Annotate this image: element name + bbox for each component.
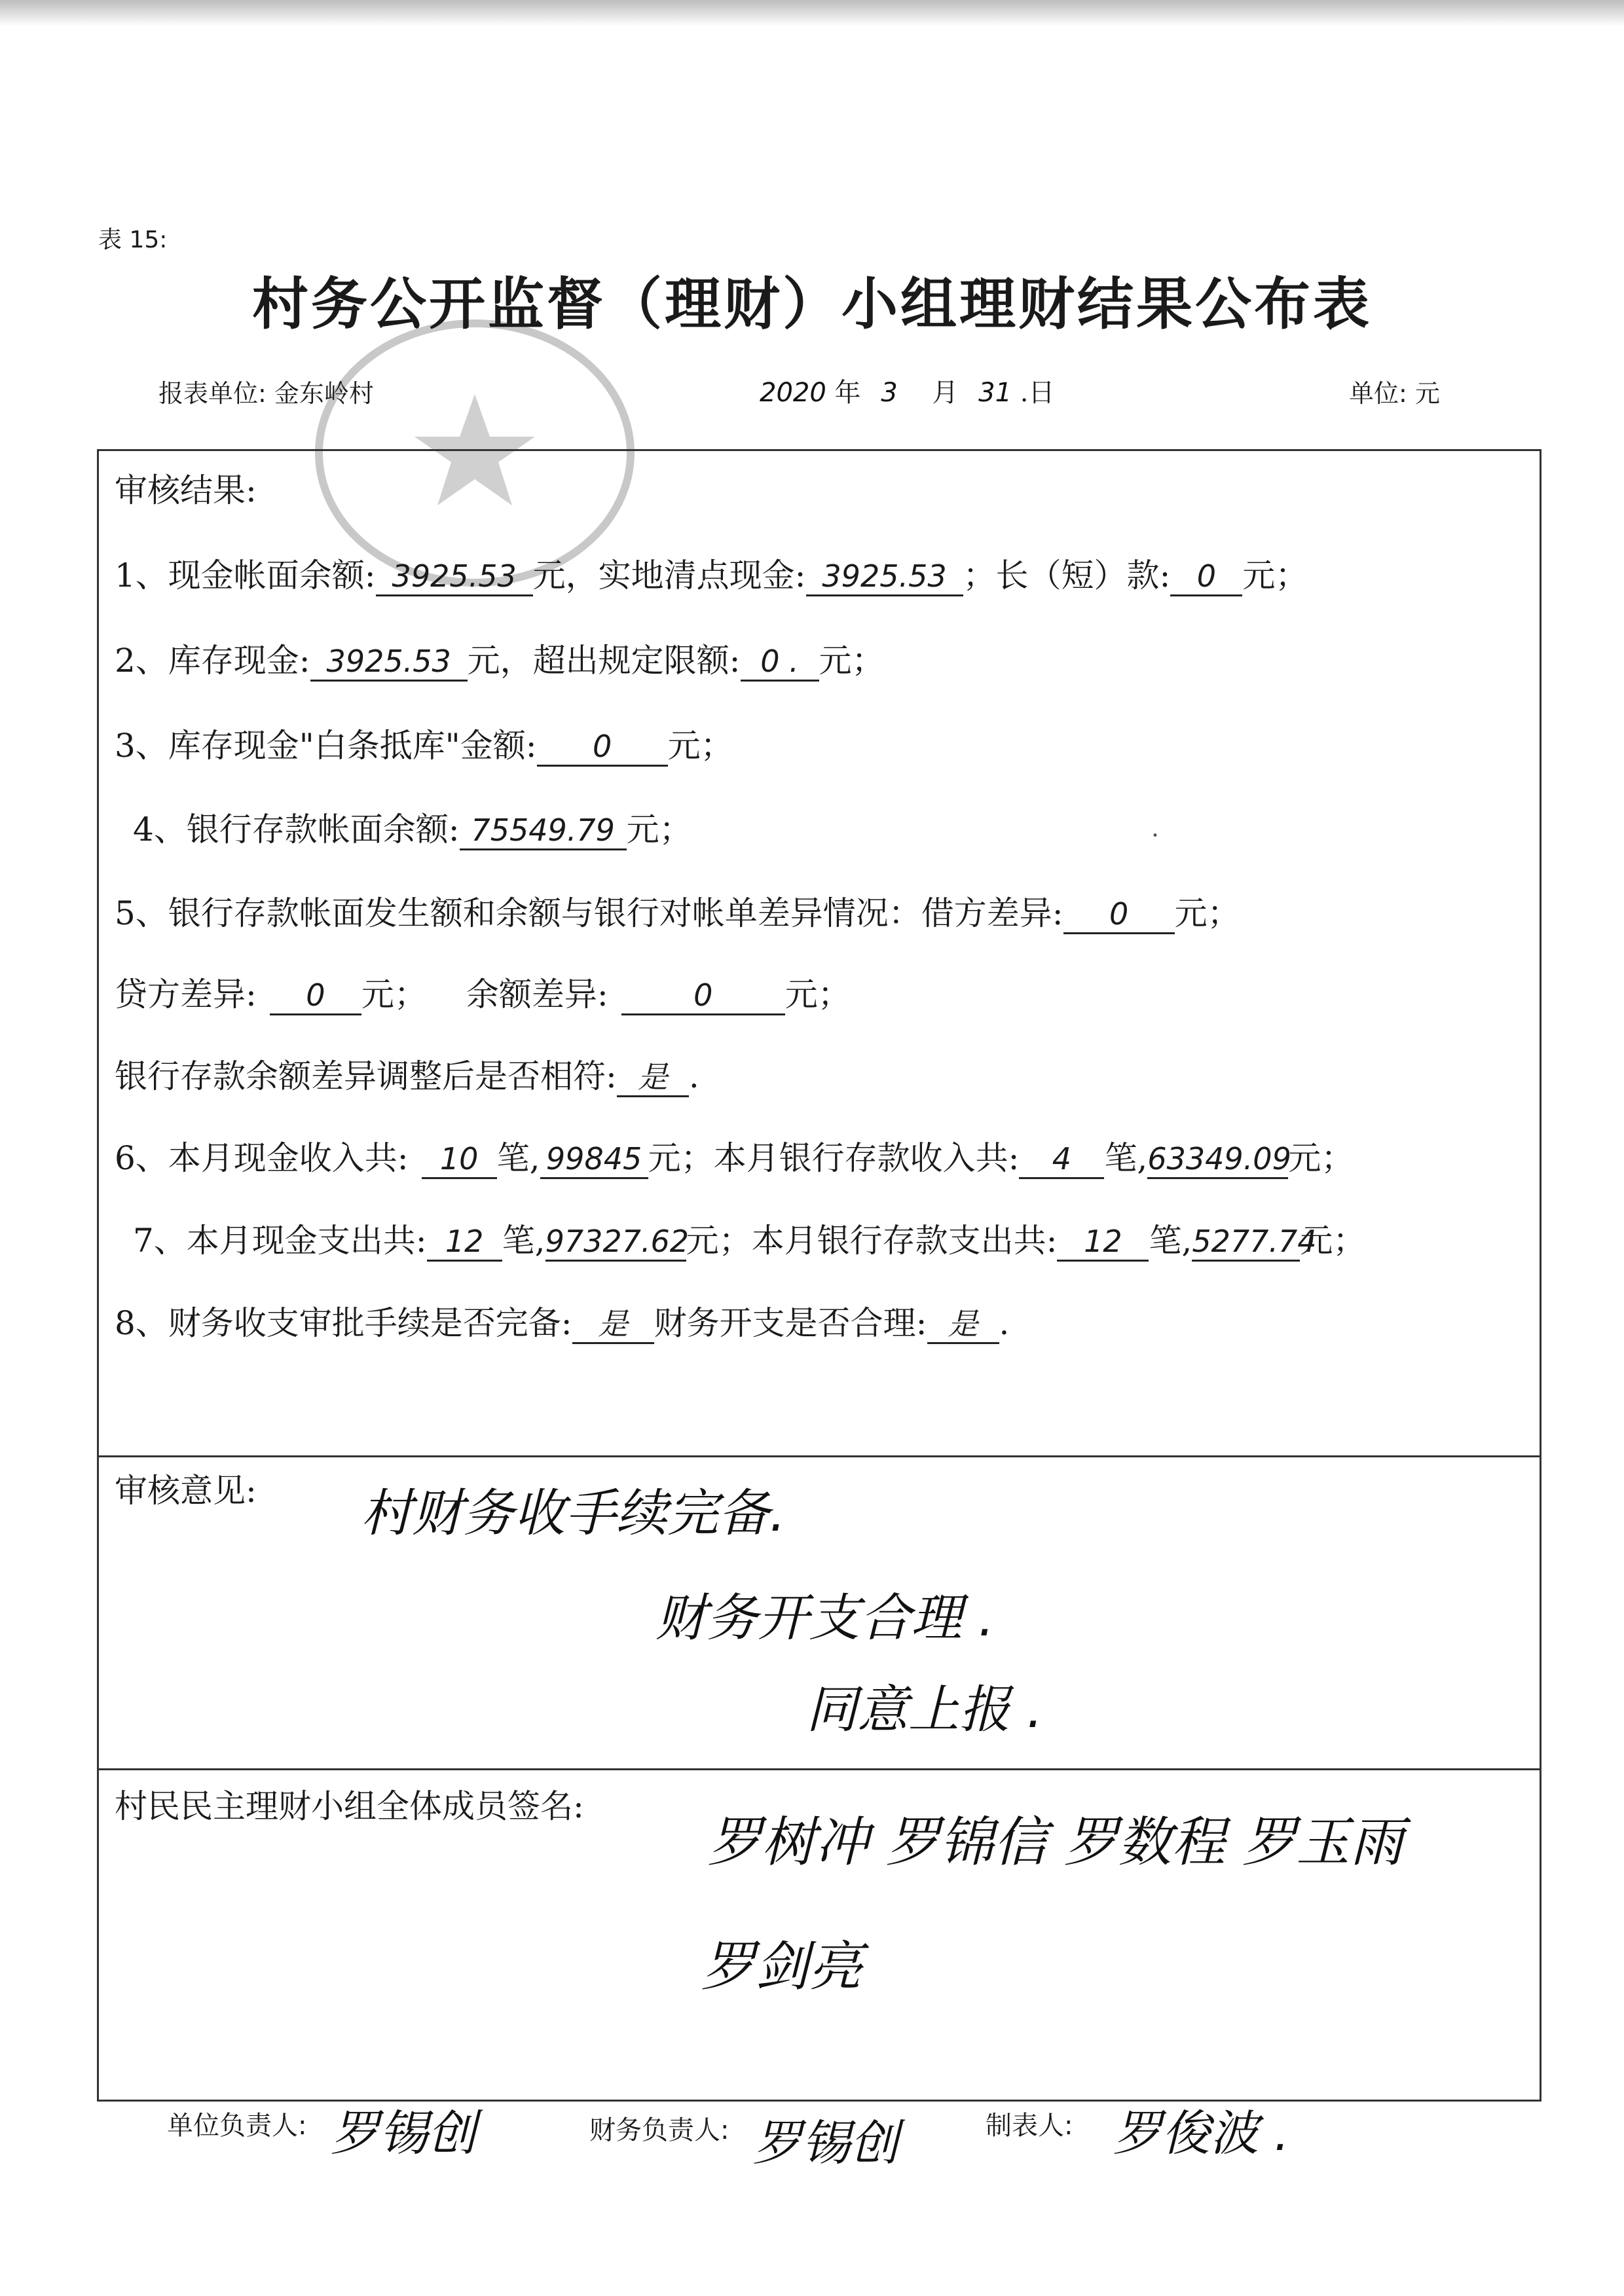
debit-diff-value: 0 xyxy=(1063,896,1175,934)
item7-mid2: 元；本月银行存款支出共: xyxy=(686,1222,1058,1260)
cash-out-amount: 97327.62 xyxy=(545,1223,686,1262)
item2-label: 2、库存现金: xyxy=(115,642,310,680)
form-table xyxy=(97,449,1541,2102)
item5-label: 5、银行存款帐面发生额和余额与银行对帐单差异情况：借方差异: xyxy=(115,894,1063,932)
date-day: 31 xyxy=(978,378,1012,408)
unit-of-measure xyxy=(1349,373,1440,409)
item1-label: 1、现金帐面余额: xyxy=(115,556,376,594)
unit-head-signature: 罗锡创 xyxy=(331,2105,476,2162)
item6-mid3: 笔, xyxy=(1104,1139,1148,1177)
item1-unit2: 元； xyxy=(1242,556,1308,594)
bank-match-label: 银行存款余额差异调整后是否相符: xyxy=(115,1057,617,1095)
item8-end: . xyxy=(999,1304,1010,1342)
date-month-label: 月 xyxy=(932,378,959,408)
item5c-end: . xyxy=(688,1057,699,1095)
unit-label: 单位: xyxy=(1349,379,1407,408)
counted-cash-value: 3925.53 xyxy=(806,558,963,596)
approval-complete-value: 是 xyxy=(572,1305,654,1344)
audit-item-2 xyxy=(115,641,885,682)
balance-diff-value: 0 xyxy=(621,977,785,1015)
audit-section-label: 审核结果: xyxy=(115,471,257,509)
item7-mid3: 笔, xyxy=(1149,1222,1192,1260)
item1-unit1: 元，实地清点现金: xyxy=(532,556,806,594)
over-short-value: 0 xyxy=(1170,558,1242,596)
audit-item-5 xyxy=(115,894,1240,934)
signatures-section-label: 村民民主理财小组全体成员签名: xyxy=(115,1787,584,1825)
credit-diff-value: 0 xyxy=(270,977,361,1015)
item7-label: 7、本月现金支出共: xyxy=(133,1222,427,1260)
item4-label: 4、银行存款帐面余额: xyxy=(133,811,460,848)
item3-unit: 元； xyxy=(667,727,733,765)
page-title: 村务公开监督（理财）小组理财结果公布表 xyxy=(252,271,1372,337)
item8-label: 8、财务收支审批手续是否完备: xyxy=(115,1304,572,1342)
bank-in-count: 4 xyxy=(1019,1140,1104,1179)
stray-pen-mark: · xyxy=(1151,821,1160,850)
opinion-line-2: 财务开支合理 . xyxy=(655,1589,995,1648)
expenses-reasonable-value: 是 xyxy=(927,1305,999,1344)
iou-amount-value: 0 xyxy=(537,728,668,767)
bank-out-count: 12 xyxy=(1057,1223,1149,1262)
date-year-label: 年 xyxy=(834,378,861,408)
opinion-line-3: 同意上报 . xyxy=(806,1681,1043,1740)
unit-head-label: 单位负责人: xyxy=(167,2111,307,2141)
cash-on-hand-value: 3925.53 xyxy=(310,643,468,682)
audit-item-4 xyxy=(133,810,692,850)
item5b-unit2: 元； xyxy=(784,975,851,1013)
date-day-label: .日 xyxy=(1020,378,1055,408)
divider-audit-opinion xyxy=(99,1455,1540,1457)
opinion-section-label: 审核意见: xyxy=(115,1472,257,1510)
opinion-line-1: 村财务收手续完备. xyxy=(361,1484,786,1543)
item5-unit: 元； xyxy=(1174,894,1240,932)
member-signatures-row-2: 罗剑亮 xyxy=(701,1936,862,1998)
cash-in-count: 10 xyxy=(422,1140,497,1179)
report-date xyxy=(760,372,1054,409)
report-unit-value: 金东岭村 xyxy=(274,379,374,408)
cash-in-amount: 99845 xyxy=(540,1140,648,1179)
item3-label: 3、库存现金"白条抵库"金额: xyxy=(115,727,537,765)
item7-mid1: 笔, xyxy=(502,1222,545,1260)
bank-match-value: 是 xyxy=(617,1059,689,1097)
cash-out-count: 12 xyxy=(427,1223,502,1262)
audit-item-6 xyxy=(115,1139,1354,1179)
bank-in-amount: 63349.09 xyxy=(1147,1140,1288,1179)
divider-opinion-signatures xyxy=(99,1768,1540,1770)
item1-mid: ；长（短）款: xyxy=(963,556,1171,594)
audit-item-8 xyxy=(115,1303,1009,1344)
finance-head-label: 财务负责人: xyxy=(589,2115,729,2145)
balance-diff-label: 余额差异: xyxy=(466,975,608,1013)
date-month: 3 xyxy=(881,378,898,408)
finance-head-signature: 罗锡创 xyxy=(753,2115,898,2172)
bank-out-amount: 5277.74 xyxy=(1192,1223,1300,1262)
preparer-signature: 罗俊波 . xyxy=(1113,2105,1290,2162)
audit-item-3 xyxy=(115,726,733,767)
report-unit-label: 报表单位: xyxy=(158,379,267,408)
item2-unit1: 元，超出规定限额: xyxy=(467,642,741,680)
audit-item-7 xyxy=(133,1221,1365,1262)
table-number: 表 15: xyxy=(98,227,168,253)
audit-item-5c xyxy=(115,1057,699,1097)
credit-diff-label: 贷方差异: xyxy=(115,975,257,1013)
item4-unit: 元； xyxy=(626,811,692,848)
item5b-unit1: 元； xyxy=(361,975,427,1013)
audit-item-1 xyxy=(115,556,1308,596)
excess-value: 0 . xyxy=(741,643,819,682)
bank-balance-value: 75549.79 xyxy=(460,812,627,850)
book-cash-value: 3925.53 xyxy=(376,558,533,596)
unit-value: 元 xyxy=(1414,379,1440,408)
report-unit xyxy=(158,373,374,409)
item8-mid: 财务开支是否合理: xyxy=(654,1304,927,1342)
date-year: 2020 xyxy=(760,378,826,408)
scan-shadow-edge xyxy=(0,0,1624,26)
item6-mid2: 元；本月银行存款收入共: xyxy=(648,1139,1020,1177)
item6-mid1: 笔, xyxy=(496,1139,540,1177)
audit-item-5b xyxy=(115,975,851,1015)
item6-label: 6、本月现金收入共: xyxy=(115,1139,409,1177)
member-signatures-row-1: 罗树冲 罗锦信 罗数程 罗玉雨 xyxy=(708,1812,1404,1874)
item6-unit: 元； xyxy=(1288,1139,1354,1177)
item7-unit: 元； xyxy=(1300,1222,1366,1260)
item2-unit2: 元； xyxy=(819,642,885,680)
preparer-label: 制表人: xyxy=(986,2111,1073,2141)
